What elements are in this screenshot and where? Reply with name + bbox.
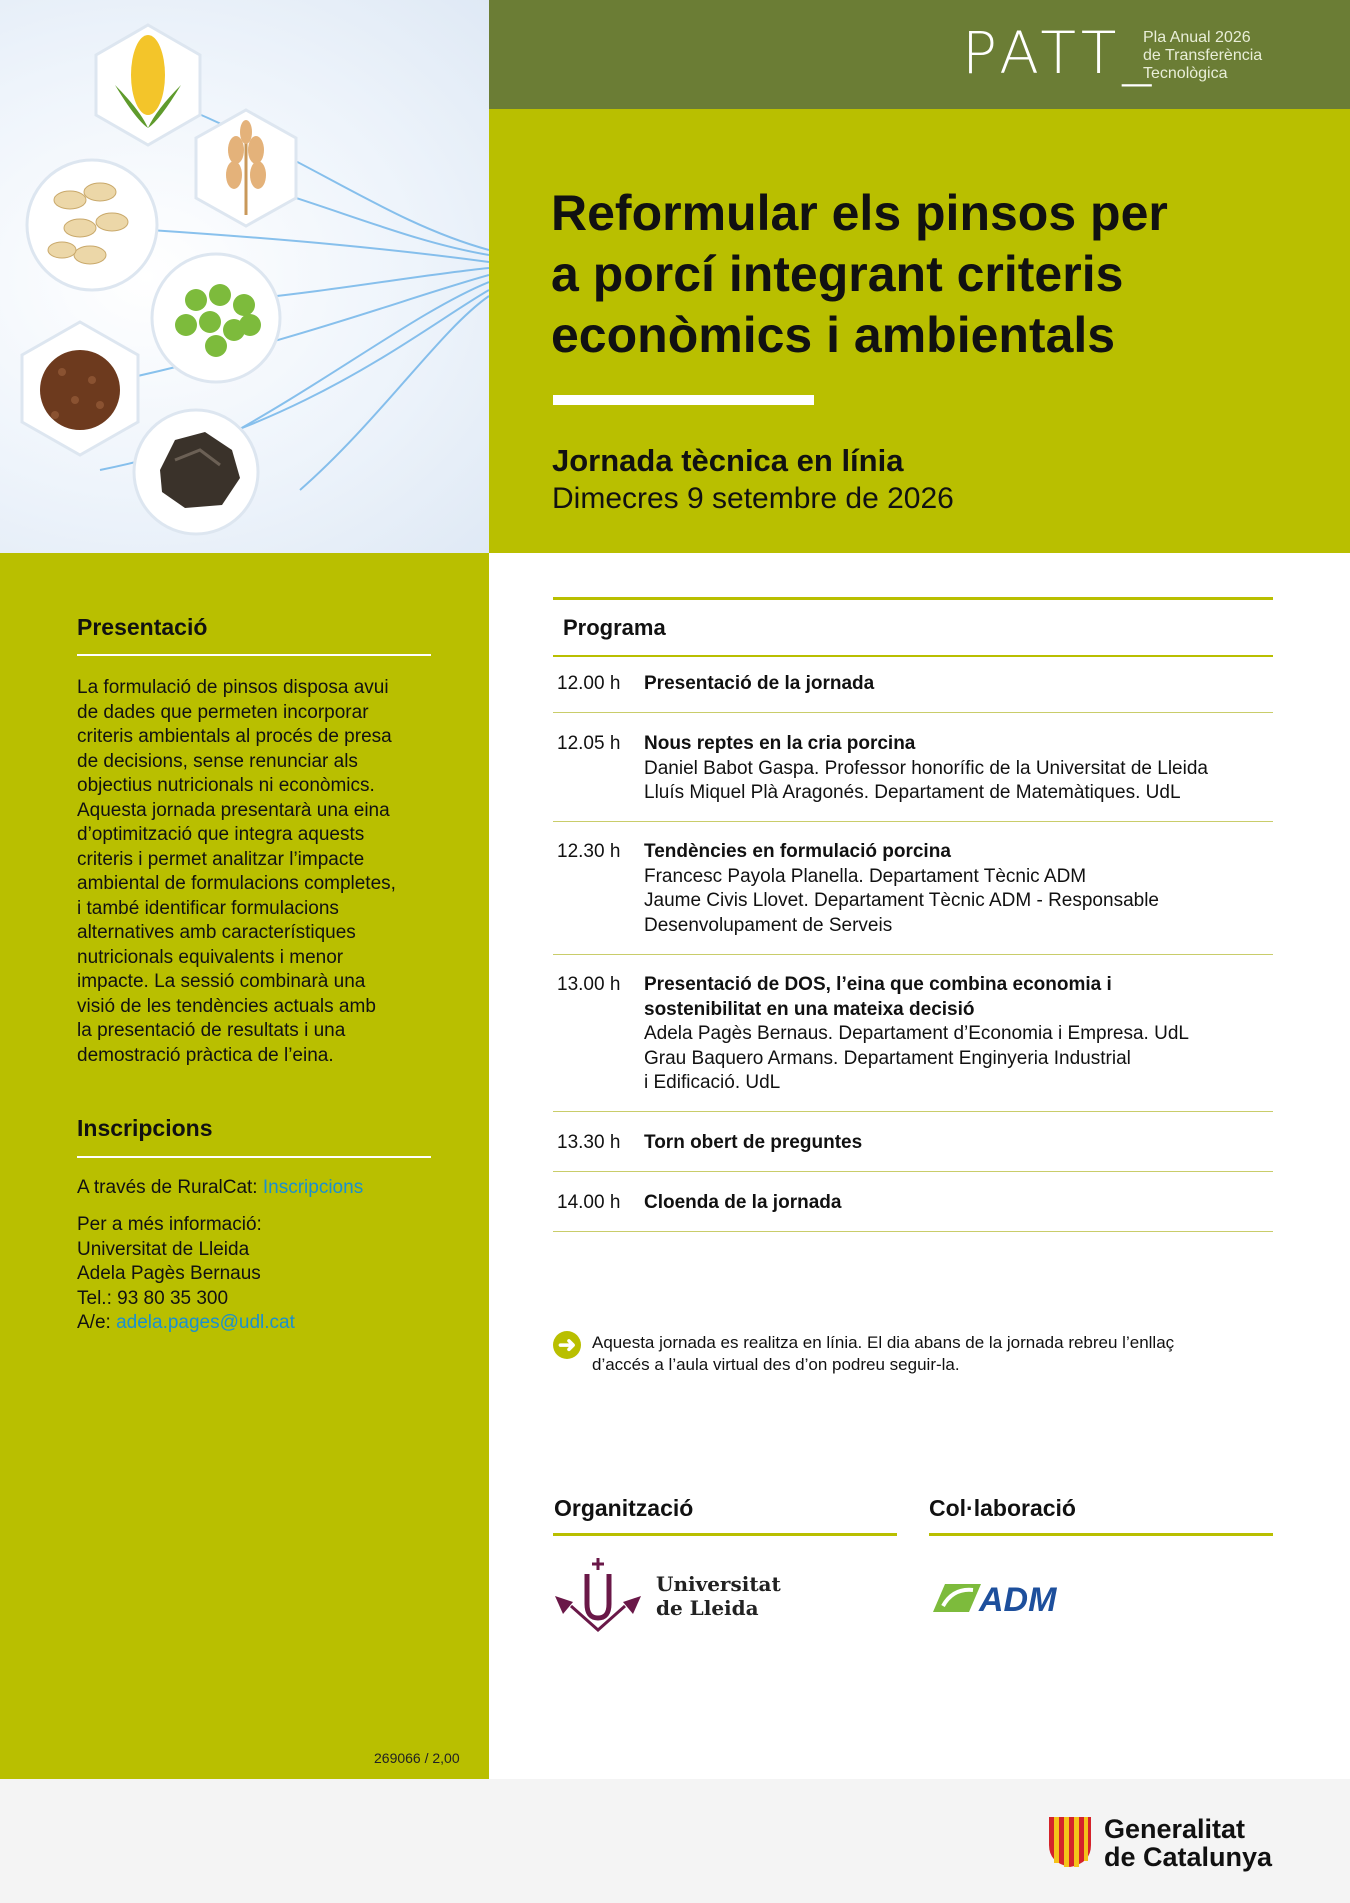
collaboracio-heading: Col·laboració (929, 1495, 1076, 1521)
programa-body (644, 840, 1269, 938)
text-line: i també identificar formulacions (77, 897, 339, 919)
programa-speaker: Desenvolupament de Serveis (644, 914, 893, 936)
text-line: nutricionals equivalents i menor (77, 946, 344, 968)
text-line: de dades que permeten incorporar (77, 701, 369, 723)
text-line: de decisions, sense renunciar als (77, 750, 358, 772)
programa-speaker: Lluís Miquel Plà Aragonés. Departament de Matemàtiques. UdL (644, 782, 1181, 803)
rapeseed-icon (22, 322, 138, 455)
note-line: Aquesta jornada es realitza en línia. El dia abans de la jornada rebreu l’enllaç (592, 1333, 1175, 1352)
hero-illustration (0, 0, 489, 553)
feed-ingredients-illustration (0, 0, 489, 553)
programa-item-title: Tendències en formulació porcina (644, 841, 951, 862)
event-type: Jornada tècnica en línia (552, 443, 904, 478)
programa-speaker: Daniel Babot Gaspa. Professor honorífic de la Universitat de Lleida (644, 757, 1208, 779)
note-line: d’accés a l’aula virtual des d’on podreu seguir-la. (592, 1355, 960, 1374)
presentacio-divider (77, 654, 431, 656)
oats-icon (27, 160, 157, 290)
text-line: criteris ambientals al procés de presa (77, 726, 392, 747)
text-line: La formulació de pinsos disposa avui (77, 677, 389, 698)
programa-item-title: Presentació de la jornada (644, 673, 875, 694)
soy-meal-icon (134, 410, 258, 534)
udl-name-line: Universitat (656, 1572, 781, 1596)
title-line: Reformular els pinsos per (551, 185, 1168, 241)
presentacio-text (77, 676, 437, 1068)
programa-speaker: Jaume Civis Llovet. Departament Tècnic ADM - Responsable (644, 890, 1159, 911)
text-line: criteris i permet analitzar l’impacte (77, 848, 365, 870)
text-line: d’optimització que integra aquests (77, 824, 365, 845)
programa-item (553, 840, 1273, 955)
programa-divider (553, 655, 1273, 657)
contact-phone: Tel.: 93 80 35 300 (77, 1287, 229, 1309)
udl-name-line: de Lleida (656, 1596, 759, 1620)
document-code: 269066 / 2,00 (374, 1750, 460, 1766)
email-link[interactable]: adela.pages@udl.cat (116, 1312, 295, 1333)
programa-speaker: Grau Baquero Armans. Departament Enginyeria Industrial (644, 1047, 1131, 1069)
inscripcions-divider (77, 1156, 431, 1158)
programa-body (644, 672, 1269, 697)
contact-line: Adela Pagès Bernaus (77, 1263, 261, 1284)
ruralcat-line (77, 1176, 363, 1201)
programa-item-title: Torn obert de preguntes (644, 1132, 863, 1153)
programa-speaker: i Edificació. UdL (644, 1072, 781, 1093)
programa-item-title: Nous reptes en la cria porcina (644, 733, 916, 754)
page-title (551, 183, 1311, 366)
programa-item-title: Cloenda de la jornada (644, 1192, 842, 1213)
programa-body (644, 973, 1269, 1096)
contact-info (77, 1213, 295, 1336)
collaboracio-divider (929, 1533, 1273, 1536)
programa-item (553, 1131, 1273, 1172)
presentacio-heading: Presentació (77, 614, 208, 640)
text-line: impacte. La sessió combinarà una (77, 971, 366, 992)
text-line: objectius nutricionals ni econòmics. (77, 775, 375, 796)
peas-icon (152, 254, 280, 382)
patt-logo: PATT_ (962, 19, 1158, 87)
udl-name (656, 1572, 781, 1620)
patt-subtitle (1143, 29, 1262, 83)
programa-body (644, 1191, 1269, 1216)
organitzacio-divider (553, 1533, 897, 1536)
patt-subtitle-line: de Transferència (1143, 47, 1263, 64)
online-note (592, 1332, 1262, 1376)
patt-subtitle-line: Tecnològica (1143, 65, 1228, 82)
programa-speaker: Adela Pagès Bernaus. Departament d’Economia i Empresa. UdL (644, 1023, 1189, 1044)
adm-logo (929, 1578, 1089, 1618)
programa-time: 14.00 h (557, 1192, 621, 1213)
contact-email-line (77, 1311, 295, 1336)
arrow-right-icon: ➜ (553, 1331, 581, 1359)
programa-time: 13.00 h (557, 974, 621, 995)
text-line: ambiental de formulacions completes, (77, 873, 396, 894)
corn-icon (96, 25, 200, 145)
generalitat-name-line: de Catalunya (1104, 1842, 1273, 1872)
text-line: alternatives amb característiques (77, 922, 356, 943)
contact-line: Per a més informació: (77, 1214, 262, 1235)
organitzacio-heading: Organització (554, 1495, 694, 1521)
text-line: visió de les tendències actuals amb (77, 995, 376, 1017)
programa-item (553, 1191, 1273, 1232)
programa-body (644, 1131, 1269, 1156)
generalitat-emblem-icon (1047, 1815, 1093, 1869)
inscripcions-heading: Inscripcions (77, 1115, 213, 1141)
ruralcat-label: A través de RuralCat: (77, 1177, 263, 1198)
text-line: la presentació de resultats i una (77, 1020, 346, 1041)
programa-time: 12.30 h (557, 841, 621, 862)
title-line: a porcí integrant criteris (551, 246, 1124, 302)
title-line: econòmics i ambientals (551, 307, 1116, 363)
programa-time: 12.00 h (557, 673, 621, 694)
contact-line: Universitat de Lleida (77, 1238, 250, 1260)
title-divider (553, 395, 814, 405)
programa-top-rule (553, 597, 1273, 600)
generalitat-name (1104, 1815, 1272, 1871)
programa-time: 12.05 h (557, 733, 621, 754)
programa-item (553, 973, 1273, 1112)
patt-subtitle-line: Pla Anual 2026 (1143, 29, 1251, 46)
email-label: A/e: (77, 1312, 117, 1333)
programa-item (553, 672, 1273, 713)
programa-heading: Programa (563, 615, 666, 640)
programa-speaker: Francesc Payola Planella. Departament Tècnic ADM (644, 865, 1087, 887)
adm-wordmark: ADM (979, 1581, 1057, 1618)
programa-item-title: Presentació de DOS, l’eina que combina economia i (644, 974, 1112, 995)
programa-body (644, 732, 1269, 806)
wheat-icon (196, 110, 296, 226)
programa-time: 13.30 h (557, 1132, 621, 1153)
event-date: Dimecres 9 setembre de 2026 (552, 482, 954, 515)
text-line: Aquesta jornada presentarà una eina (77, 799, 390, 821)
programa-item-title: sostenibilitat en una mateixa decisió (644, 998, 975, 1020)
text-line: demostració pràctica de l’eina. (77, 1044, 334, 1066)
generalitat-name-line: Generalitat (1104, 1814, 1246, 1844)
inscripcions-link[interactable]: Inscripcions (262, 1177, 364, 1198)
programa-item (553, 732, 1273, 822)
